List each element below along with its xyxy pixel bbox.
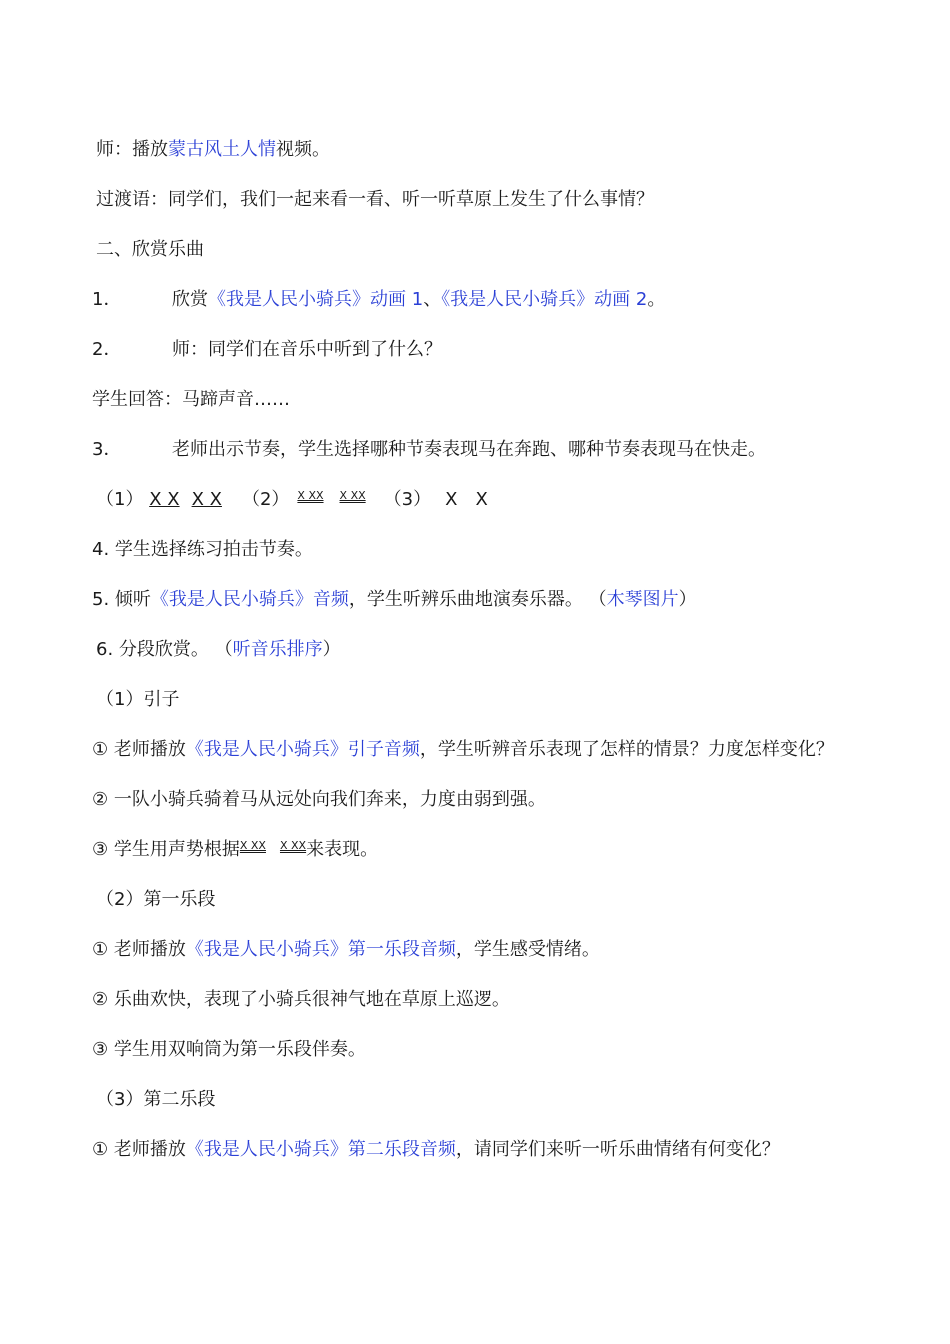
rhythm-pattern: X [475, 489, 488, 510]
text: ，请同学们来听一听乐曲情绪有何变化？ [455, 1139, 780, 1160]
text: ，学生感受情绪。 [455, 939, 600, 960]
text: 视频。 [276, 139, 330, 160]
section1-step-3 [92, 1038, 366, 1062]
item-number: 3． [92, 439, 122, 460]
text: ① 老师播放 [92, 1139, 186, 1160]
rhythm-pattern: X X [149, 489, 180, 510]
audio-link[interactable]: 《我是人民小骑兵》音频 [150, 589, 349, 610]
text: ① 老师播放 [92, 739, 186, 760]
subheading-section-2 [96, 1088, 215, 1112]
item-number: 1． [92, 289, 122, 310]
rhythm-pattern: X [445, 489, 458, 510]
student-answer-line [92, 388, 290, 412]
option-label: （2） [241, 489, 290, 510]
rhythm-pattern: X XX [339, 489, 366, 502]
text: 、 [423, 289, 442, 310]
text: 5. 倾听 [92, 589, 151, 610]
text: ② 乐曲欢快，表现了小骑兵很神气地在草原上巡逻。 [92, 989, 510, 1010]
item-number: 2． [92, 339, 122, 360]
list-item-1 [92, 288, 665, 312]
subheading-intro [96, 688, 179, 712]
heading: （3）第二乐段 [96, 1089, 216, 1110]
text: 4. 学生选择练习拍击节奏。 [92, 539, 313, 560]
text: 学生回答：马蹄声音…… [92, 389, 290, 410]
option-label: （3） [383, 489, 432, 510]
text: 6. 分段欣赏。 （ [96, 639, 233, 660]
intro-step-2 [92, 788, 546, 812]
text: 师：同学们在音乐中听到了什么？ [172, 339, 442, 360]
transition-line [96, 188, 654, 212]
heading: （1）引子 [96, 689, 180, 710]
section2-audio-link[interactable]: 《我是人民小骑兵》第二乐段音频 [185, 1139, 456, 1160]
list-item-3 [92, 438, 766, 462]
list-item-6 [96, 638, 341, 662]
animation-1-link[interactable]: 《我是人民小骑兵》动画 1 [208, 289, 424, 310]
text: 来表现。 [306, 839, 379, 860]
text: 过渡语：同学们，我们一起来看一看、听一听草原上发生了什么事情？ [96, 189, 654, 210]
section2-step-1 [92, 1138, 780, 1162]
teacher-play-line [96, 138, 330, 162]
option-label: （1） [96, 489, 144, 510]
intro-audio-link[interactable]: 《我是人民小骑兵》引子音频 [185, 739, 420, 760]
rhythm-pattern: X XX [297, 489, 324, 502]
rhythm-pattern: X XX [239, 839, 266, 852]
text: ③ 学生用双响筒为第一乐段伴奏。 [92, 1039, 366, 1060]
list-item-4 [92, 538, 313, 562]
text: 。 [647, 289, 666, 310]
section1-step-1 [92, 938, 600, 962]
subheading-section-1 [96, 888, 215, 912]
rhythm-pattern: X XX [279, 839, 307, 852]
section-heading [96, 238, 204, 262]
text: ） [678, 589, 697, 610]
heading: （2）第一乐段 [96, 889, 216, 910]
section1-step-2 [92, 988, 510, 1012]
text: 师：播放 [96, 139, 168, 160]
text: ） [322, 639, 341, 660]
music-sort-link[interactable]: 听音乐排序 [232, 639, 323, 660]
rhythm-options-line [96, 488, 488, 512]
intro-step-1 [92, 738, 834, 762]
mongolia-video-link[interactable]: 蒙古风土人情 [168, 139, 276, 160]
intro-step-3 [92, 838, 378, 862]
text: ，学生听辨乐曲地演奏乐器。 （ [348, 589, 607, 610]
text: ① 老师播放 [92, 939, 186, 960]
list-item-5 [92, 588, 697, 612]
animation-2-link[interactable]: 《我是人民小骑兵》动画 2 [441, 289, 648, 310]
xylophone-image-link[interactable]: 木琴图片 [606, 589, 679, 610]
heading: 二、欣赏乐曲 [96, 239, 204, 260]
text: ，学生听辨音乐表现了怎样的情景？力度怎样变化？ [419, 739, 834, 760]
text: ② 一队小骑兵骑着马从远处向我们奔来，力度由弱到强。 [92, 789, 546, 810]
section1-audio-link[interactable]: 《我是人民小骑兵》第一乐段音频 [185, 939, 456, 960]
text: 欣赏 [172, 289, 208, 310]
list-item-2 [92, 338, 442, 362]
text: 老师出示节奏，学生选择哪种节奏表现马在奔跑、哪种节奏表现马在快走。 [172, 439, 766, 460]
rhythm-pattern: X X [191, 489, 222, 510]
text: ③ 学生用声势根据 [92, 839, 240, 860]
